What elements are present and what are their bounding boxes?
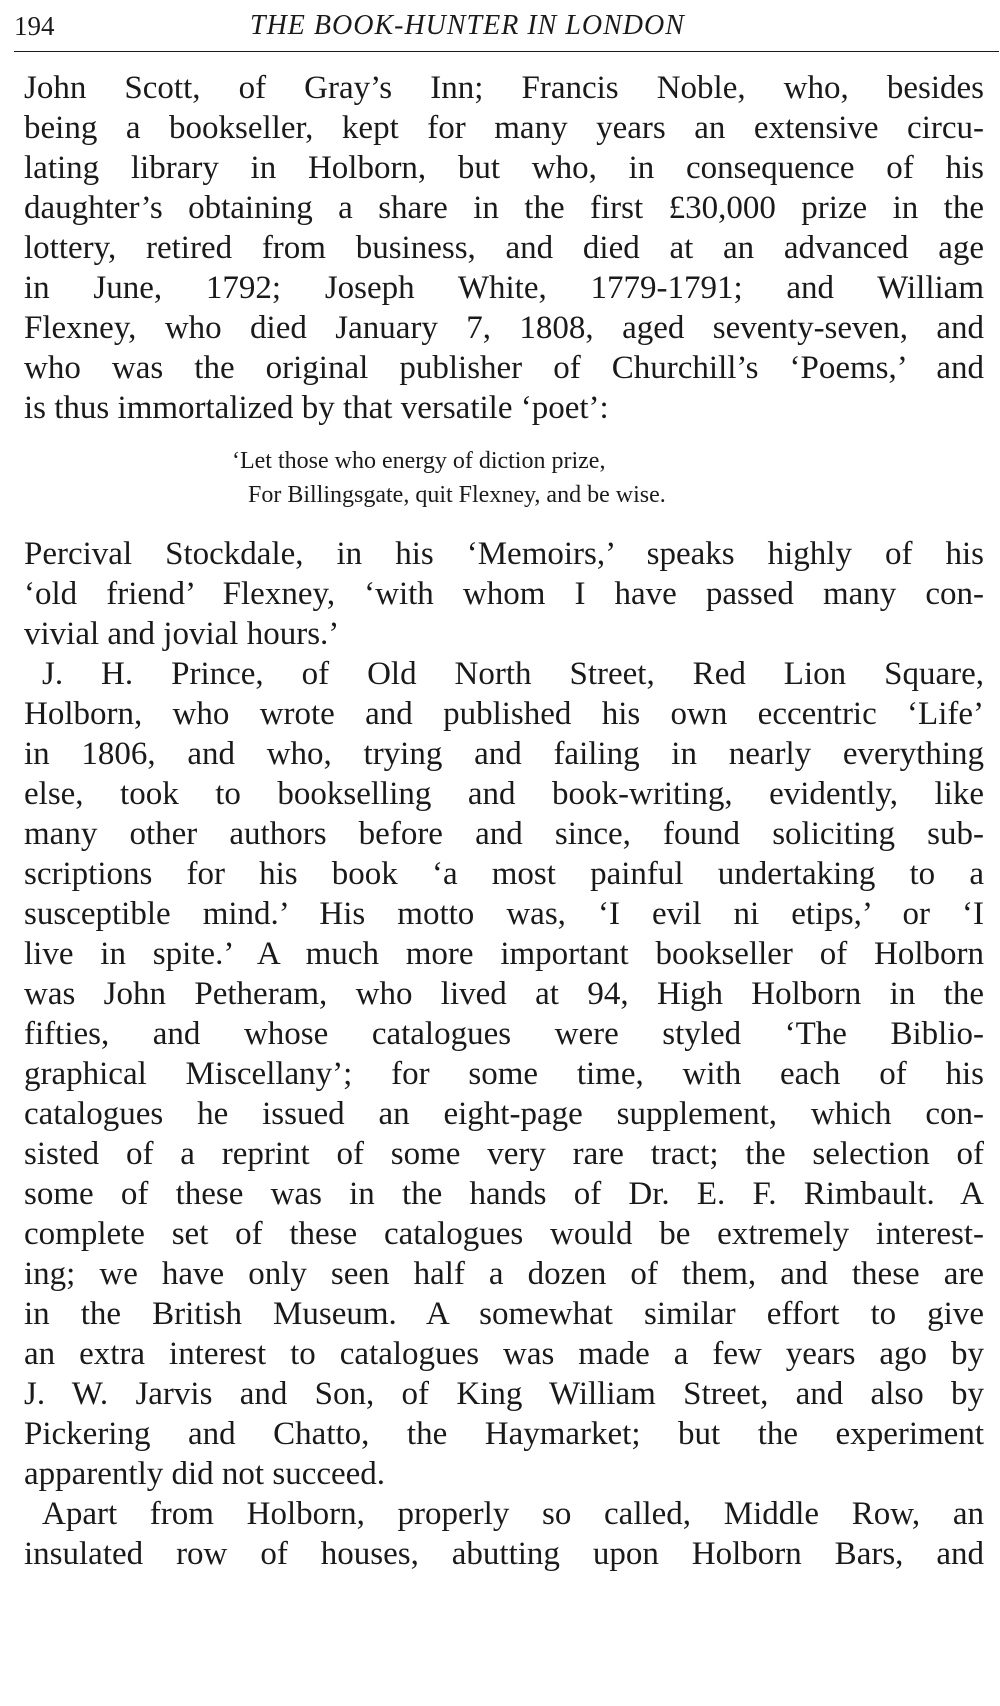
- text-line: J. W. Jarvis and Son, of King William Street, and also by: [24, 1376, 984, 1412]
- text-line: graphical Miscellany’; for some time, with each of his: [24, 1056, 984, 1092]
- text-line: Percival Stockdale, in his ‘Memoirs,’ speaks highly of his: [24, 536, 984, 572]
- text-line: in 1806, and who, trying and failing in nearly everything: [24, 736, 984, 772]
- text-line: in the British Museum. A somewhat similar effort to give: [24, 1296, 984, 1332]
- text-line: sisted of a reprint of some very rare tract; the selection of: [24, 1136, 984, 1172]
- text-line: fifties, and whose catalogues were styled ‘The Biblio-: [24, 1016, 984, 1052]
- text-line: Pickering and Chatto, the Haymarket; but the experiment: [24, 1416, 984, 1452]
- text-line: J. H. Prince, of Old North Street, Red Lion Square,: [42, 656, 984, 692]
- text-line: in June, 1792; Joseph White, 1779-1791; and William: [24, 270, 984, 306]
- text-line: daughter’s obtaining a share in the first £30,000 prize in the: [24, 190, 984, 226]
- text-line: being a bookseller, kept for many years an extensive circu-: [24, 110, 984, 146]
- text-line: who was the original publisher of Churchill’s ‘Poems,’ and: [24, 350, 984, 386]
- text-line: catalogues he issued an eight-page supplement, which con-: [24, 1096, 984, 1132]
- text-line: scriptions for his book ‘a most painful undertaking to a: [24, 856, 984, 892]
- header-rule: [14, 51, 999, 52]
- text-line: was John Petheram, who lived at 94, High Holborn in the: [24, 976, 984, 1012]
- running-head: [14, 4, 999, 50]
- verse-line: ‘Let those who energy of diction prize,: [232, 448, 606, 474]
- verse-line: For Billingsgate, quit Flexney, and be wise.: [248, 482, 666, 508]
- text-line: else, took to bookselling and book-writing, evidently, like: [24, 776, 984, 812]
- text-line: lating library in Holborn, but who, in consequence of his: [24, 150, 984, 186]
- text-line: lottery, retired from business, and died at an advanced age: [24, 230, 984, 266]
- text-line: ing; we have only seen half a dozen of them, and these are: [24, 1256, 984, 1292]
- text-line: ‘old friend’ Flexney, ‘with whom I have passed many con-: [24, 576, 984, 612]
- text-line: many other authors before and since, found soliciting sub-: [24, 816, 984, 852]
- text-line: Flexney, who died January 7, 1808, aged seventy-seven, and: [24, 310, 984, 346]
- text-line: susceptible mind.’ His motto was, ‘I evil ni etips,’ or ‘I: [24, 896, 984, 932]
- running-title: THE BOOK-HUNTER IN LONDON: [250, 10, 685, 41]
- text-line: some of these was in the hands of Dr. E. F. Rimbault. A: [24, 1176, 984, 1212]
- page-number: 194: [14, 11, 55, 41]
- text-line: apparently did not succeed.: [24, 1456, 386, 1492]
- text-line: an extra interest to catalogues was made a few years ago by: [24, 1336, 984, 1372]
- text-line: Holborn, who wrote and published his own eccentric ‘Life’: [24, 696, 984, 732]
- text-line: Apart from Holborn, properly so called, Middle Row, an: [42, 1496, 984, 1532]
- text-line: live in spite.’ A much more important bookseller of Holborn: [24, 936, 984, 972]
- text-line: insulated row of houses, abutting upon Holborn Bars, and: [24, 1536, 984, 1572]
- text-line: complete set of these catalogues would be extremely interest-: [24, 1216, 984, 1252]
- text-line: John Scott, of Gray’s Inn; Francis Noble, who, besides: [24, 70, 984, 106]
- text-line: vivial and jovial hours.’: [24, 616, 340, 652]
- text-line: is thus immortalized by that versatile ‘poet’:: [24, 390, 609, 426]
